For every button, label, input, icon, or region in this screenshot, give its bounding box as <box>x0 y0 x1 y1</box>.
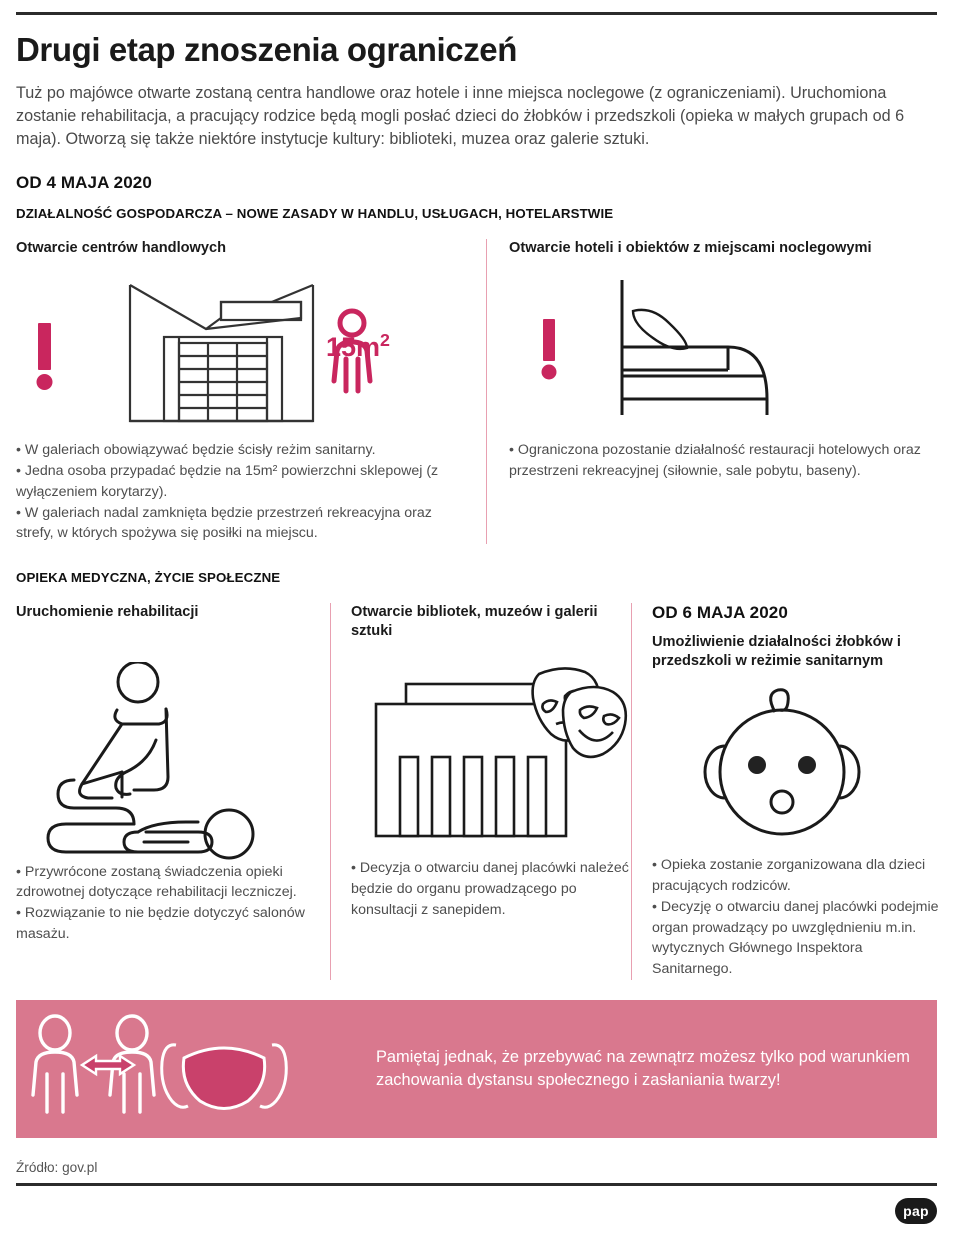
baby-head-shape <box>720 710 844 834</box>
top-divider <box>16 12 937 15</box>
bed-icon <box>509 271 929 434</box>
section-business-date-heading: OD 4 MAJA 2020 <box>16 172 152 192</box>
bed-illustration <box>509 271 937 434</box>
infographic-page <box>0 12 953 1250</box>
column-heading: Otwarcie bibliotek, muzeów i galerii sztuki <box>351 603 598 639</box>
section-social-columns <box>16 603 937 980</box>
patient-head-shape <box>205 810 253 858</box>
bullet-item: • Decyzja o otwarciu danej placówki należeć będzie do organu prowadzącego po konsultacji z sanepidem. <box>351 860 629 918</box>
massage-therapy-icon <box>16 662 316 902</box>
museum-column-shape <box>496 757 514 836</box>
baby-right-eye-shape <box>798 756 816 774</box>
column-rehabilitation <box>16 603 330 980</box>
pap-logo: pap <box>895 1198 937 1224</box>
column-heading: Umożliwienie działalności żłobków i przedszkoli w reżimie sanitarnym <box>652 633 901 669</box>
shopping-mall-illustration <box>16 271 470 434</box>
column-heading: Otwarcie hoteli i obiektów z miejscami noclegowymi <box>509 239 872 256</box>
column-shopping-centres <box>16 239 486 544</box>
column-heading: Otwarcie centrów handlowych <box>16 239 227 256</box>
reminder-banner <box>16 1000 937 1138</box>
massage-illustration <box>16 622 316 862</box>
face-mask-icon <box>162 1045 287 1109</box>
bullet-item: • Ograniczona pozostanie działalność restauracji hotelowych oraz przestrzeni rekreacyjnej (siłownie, sale pobytu, baseny). <box>509 442 921 480</box>
page-title: Drugi etap znoszenia ograniczeń <box>16 31 518 68</box>
section-business-columns <box>16 239 937 544</box>
column-hotels <box>486 239 937 544</box>
therapist-shoulders-shape <box>115 709 167 724</box>
baby-illustration <box>652 670 942 855</box>
baby-face-icon <box>652 684 942 864</box>
museum-column-shape <box>432 757 450 836</box>
baby-left-eye-shape <box>748 756 766 774</box>
pillow-shape <box>633 310 687 349</box>
museum-column-shape <box>400 757 418 836</box>
area-badge-value: 15m <box>326 332 381 363</box>
therapist-leg-shape <box>48 824 156 852</box>
museum-theatre-masks-icon <box>351 662 631 862</box>
lede-paragraph: Tuż po majówce otwarte zostaną centra handlowe oraz hotele i inne miejsca noclegowe (z ograniczeniami). Uruchomiona zostanie rehabilitacja, a pracujący rodzice będą mogli posłać dzieci do żłobków i przedszkoli (opieka w małych grupach od 6 maja). Otworzą się także niektóre instytucje kultury: biblioteki, muzea oraz galerie sztuki. <box>16 83 905 148</box>
bullet-item: • Rozwiązanie to nie będzie dotyczyć salonów masażu. <box>16 905 305 942</box>
logo-row <box>16 1186 937 1224</box>
bed-frame-shape <box>622 280 767 415</box>
bullet-item: • Opieka zostanie zorganizowana dla dzieci pracujących rodziców. <box>652 857 926 895</box>
bullet-item: • W galeriach nadal zamknięta będzie przestrzeń rekreacyjna oraz strefy, w których spożywa się posiłki na miejscu. <box>16 504 432 542</box>
section-nurseries-date-heading: OD 6 MAJA 2020 <box>652 602 788 622</box>
bullet-item: • Decyzję o otwarciu danej placówki podejmie organ prowadzący po uwzględnieniu m.in. wytycznych Głównego Inspektora Sanitarnego. <box>652 898 939 977</box>
museum-illustration <box>351 640 631 858</box>
museum-column-shape <box>464 757 482 836</box>
bullet-item: • Jedna osoba przypadać będzie na 15m² powierzchni sklepowej (z wyłączeniem korytarzy). <box>16 463 439 500</box>
section-social-category-heading: OPIEKA MEDYCZNA, ŻYCIE SPOŁECZNE <box>16 569 281 585</box>
bullet-item: • W galeriach obowiązywać będzie ścisły reżim sanitarny. <box>16 442 376 459</box>
banner-illustrations <box>16 1000 376 1138</box>
mall-building-shape <box>130 285 313 421</box>
distance-arrow-icon <box>82 1056 134 1074</box>
column-bullets <box>509 440 937 481</box>
column-bullets <box>16 440 470 544</box>
bullet-item: • Przywrócone zostaną świadczenia opieki zdrowotnej dotyczące rehabilitacji leczniczej. <box>16 863 297 901</box>
museum-column-shape <box>528 757 546 836</box>
shopping-mall-icon <box>16 271 456 434</box>
section-business-category-heading: DZIAŁALNOŚĆ GOSPODARCZA – NOWE ZASADY W HANDLU, USŁUGACH, HOTELARSTWIE <box>16 205 614 221</box>
exclamation-mark-icon <box>37 323 53 390</box>
column-nurseries <box>631 603 942 980</box>
column-bullets <box>351 858 631 920</box>
therapist-head-shape <box>118 662 158 702</box>
exclamation-mark-icon <box>542 319 557 380</box>
column-bullets <box>652 855 942 979</box>
area-badge-superscript: 2 <box>380 330 390 351</box>
area-badge <box>326 332 390 363</box>
column-libraries <box>330 603 631 980</box>
banner-message: Pamiętaj jednak, że przebywać na zewnątrz możesz tylko pod warunkiem zachowania dystansu społecznego i zasłaniania twarzy! <box>376 1047 910 1089</box>
source-label: Źródło: gov.pl <box>16 1159 98 1175</box>
column-heading: Uruchomienie rehabilitacji <box>16 603 199 620</box>
baby-mouth-shape <box>771 791 793 813</box>
